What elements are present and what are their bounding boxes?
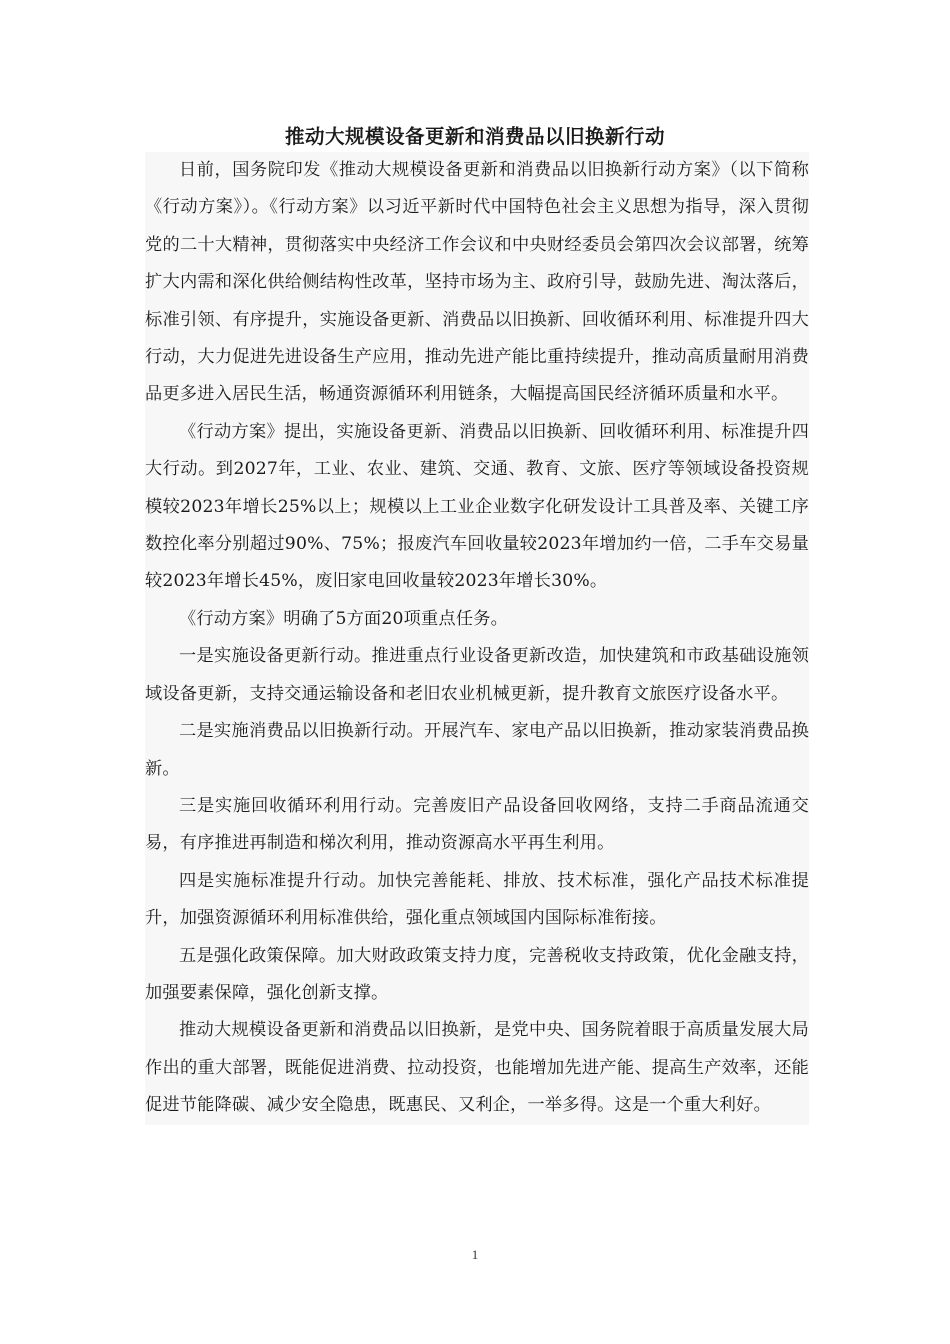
paragraph-task-3: 三是实施回收循环利用行动。完善废旧产品设备回收网络，支持二手商品流通交易，有序推进再制造和梯次利用，推动资源高水平再生利用。: [145, 795, 809, 854]
paragraph-task-5: 五是强化政策保障。加大财政政策支持力度，完善税收支持政策，优化金融支持，加强要素保障，强化创新支撑。: [145, 945, 809, 1003]
paragraph-targets: 《行动方案》提出，实施设备更新、消费品以旧换新、回收循环利用、标准提升四大行动。到2027年，工业、农业、建筑、交通、教育、文旅、医疗等领域设备投资规模较2023年增长25%以上；规模以上工业企业数字化研发设计工具普及率、关键工序数控化率分别超过90%、75%；报废汽车回收量较2023年增加约一倍，二手车交易量较2023年增长45%，废旧家电回收量较2023年增长30%。: [145, 421, 809, 592]
paragraph-task-4: 四是实施标准提升行动。加快完善能耗、排放、技术标准，强化产品技术标准提升，加强资源循环利用标准供给，强化重点领域国内国际标准衔接。: [145, 870, 809, 929]
paragraph-intro: 日前，国务院印发《推动大规模设备更新和消费品以旧换新行动方案》（以下简称《行动方案》）。《行动方案》以习近平新时代中国特色社会主义思想为指导，深入贯彻党的二十大精神，贯彻落实中央经济工作会议和中央财经委员会第四次会议部署，统筹扩大内需和深化供给侧结构性改革，坚持市场为主、政府引导，鼓励先进、淘汰落后，标准引领、有序提升，实施设备更新、消费品以旧换新、回收循环利用、标准提升四大行动，大力促进先进设备生产应用，推动先进产能比重持续提升，推动高质量耐用消费品更多进入居民生活，畅通资源循环利用链条，大幅提高国民经济循环质量和水平。: [145, 160, 809, 405]
paragraph-tasks-summary: 《行动方案》明确了5方面20项重点任务。: [179, 608, 508, 629]
document-body: [145, 152, 809, 1125]
page-number: 1: [471, 1247, 479, 1262]
document-title: 推动大规模设备更新和消费品以旧换新行动: [284, 125, 665, 148]
paragraph-task-2: 二是实施消费品以旧换新行动。开展汽车、家电产品以旧换新，推动家装消费品换新。: [145, 721, 809, 779]
paragraph-conclusion: 推动大规模设备更新和消费品以旧换新，是党中央、国务院着眼于高质量发展大局作出的重大部署，既能促进消费、拉动投资，也能增加先进产能、提高生产效率，还能促进节能降碳、减少安全隐患，既惠民、又利企，一举多得。这是一个重大利好。: [145, 1020, 809, 1116]
paragraph-task-1: 一是实施设备更新行动。推进重点行业设备更新改造，加快建筑和市政基础设施领域设备更新，支持交通运输设备和老旧农业机械更新，提升教育文旅医疗设备水平。: [145, 646, 809, 704]
